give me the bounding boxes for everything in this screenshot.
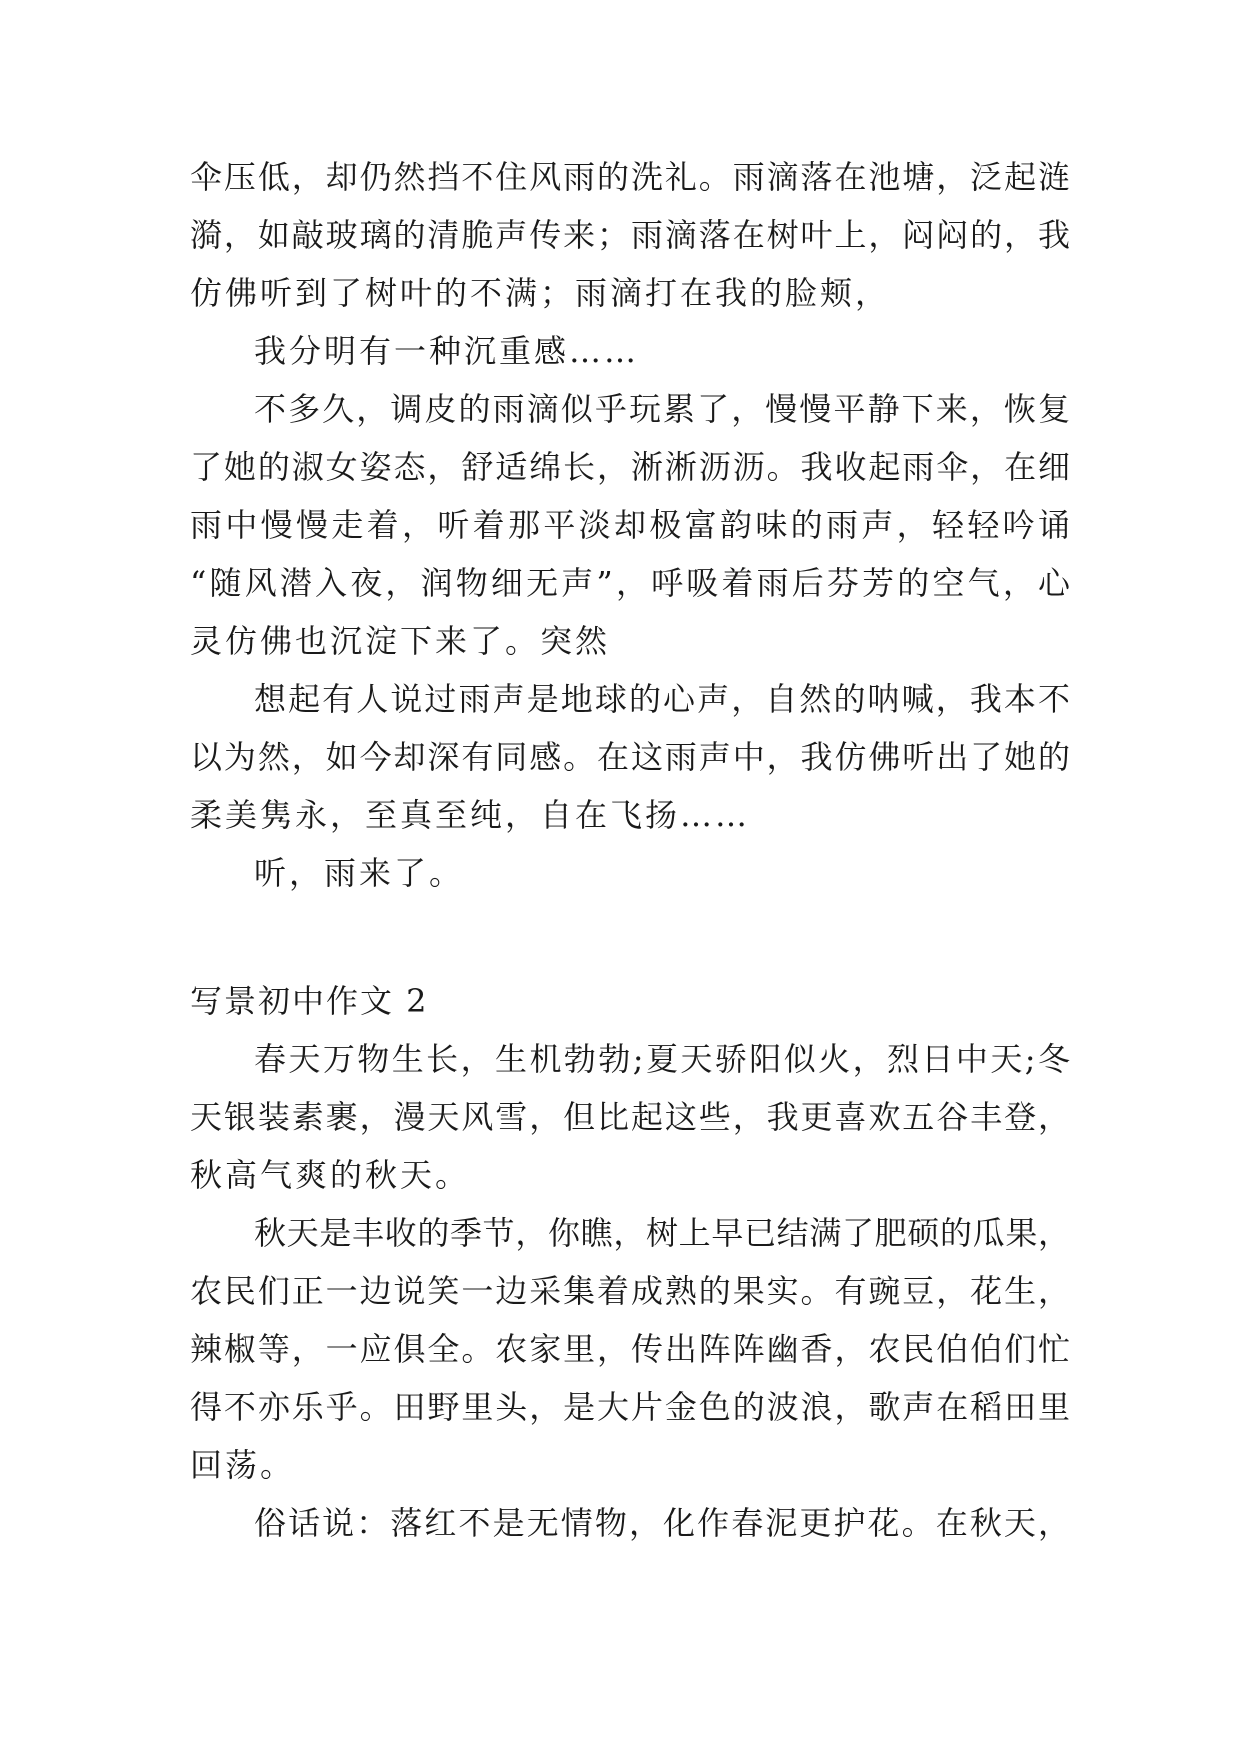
- text-line: 得不亦乐乎。田野里头，是大片金色的波浪，歌声在稻田里: [190, 1388, 1070, 1426]
- text-line: 仿佛听到了树叶的不满；雨滴打在我的脸颊，: [190, 274, 891, 312]
- text-line: 想起有人说过雨声是地球的心声，自然的呐喊，我本不: [254, 680, 1070, 718]
- text-line: 农民们正一边说笑一边采集着成熟的果实。有豌豆，花生，: [190, 1272, 1070, 1310]
- text-line: 辣椒等，一应俱全。农家里，传出阵阵幽香，农民伯伯们忙: [190, 1330, 1070, 1368]
- text-line: 我分明有一种沉重感……: [254, 332, 640, 370]
- text-line: 以为然，如今却深有同感。在这雨声中，我仿佛听出了她的: [190, 738, 1070, 776]
- text-line: 漪，如敲玻璃的清脆声传来；雨滴落在树叶上，闷闷的，我: [190, 216, 1070, 254]
- section-heading: 写景初中作文 2: [190, 982, 429, 1020]
- text-line: 了她的淑女姿态，舒适绵长，淅淅沥沥。我收起雨伞，在细: [190, 448, 1070, 486]
- text-line: 伞压低，却仍然挡不住风雨的洗礼。雨滴落在池塘，泛起涟: [190, 158, 1070, 196]
- text-line: 秋天是丰收的季节，你瞧，树上早已结满了肥硕的瓜果，: [254, 1214, 1070, 1252]
- text-line: 不多久，调皮的雨滴似乎玩累了，慢慢平静下来，恢复: [254, 390, 1070, 428]
- text-line: 秋高气爽的秋天。: [190, 1156, 471, 1194]
- text-line: 春天万物生长，生机勃勃;夏天骄阳似火，烈日中天;冬: [254, 1040, 1070, 1078]
- text-line: 雨中慢慢走着，听着那平淡却极富韵味的雨声，轻轻吟诵: [190, 506, 1070, 544]
- text-line: 回荡。: [190, 1446, 296, 1484]
- text-line: 俗话说：落红不是无情物，化作春泥更护花。在秋天，: [254, 1504, 1070, 1542]
- text-line: 柔美隽永，至真至纯，自在飞扬……: [190, 796, 751, 834]
- text-line: 听，雨来了。: [254, 854, 465, 892]
- text-line: 天银装素裹，漫天风雪，但比起这些，我更喜欢五谷丰登，: [190, 1098, 1070, 1136]
- text-line: 灵仿佛也沉淀下来了。突然: [190, 622, 611, 660]
- text-line: “随风潜入夜，润物细无声”，呼吸着雨后芬芳的空气，心: [190, 564, 1070, 602]
